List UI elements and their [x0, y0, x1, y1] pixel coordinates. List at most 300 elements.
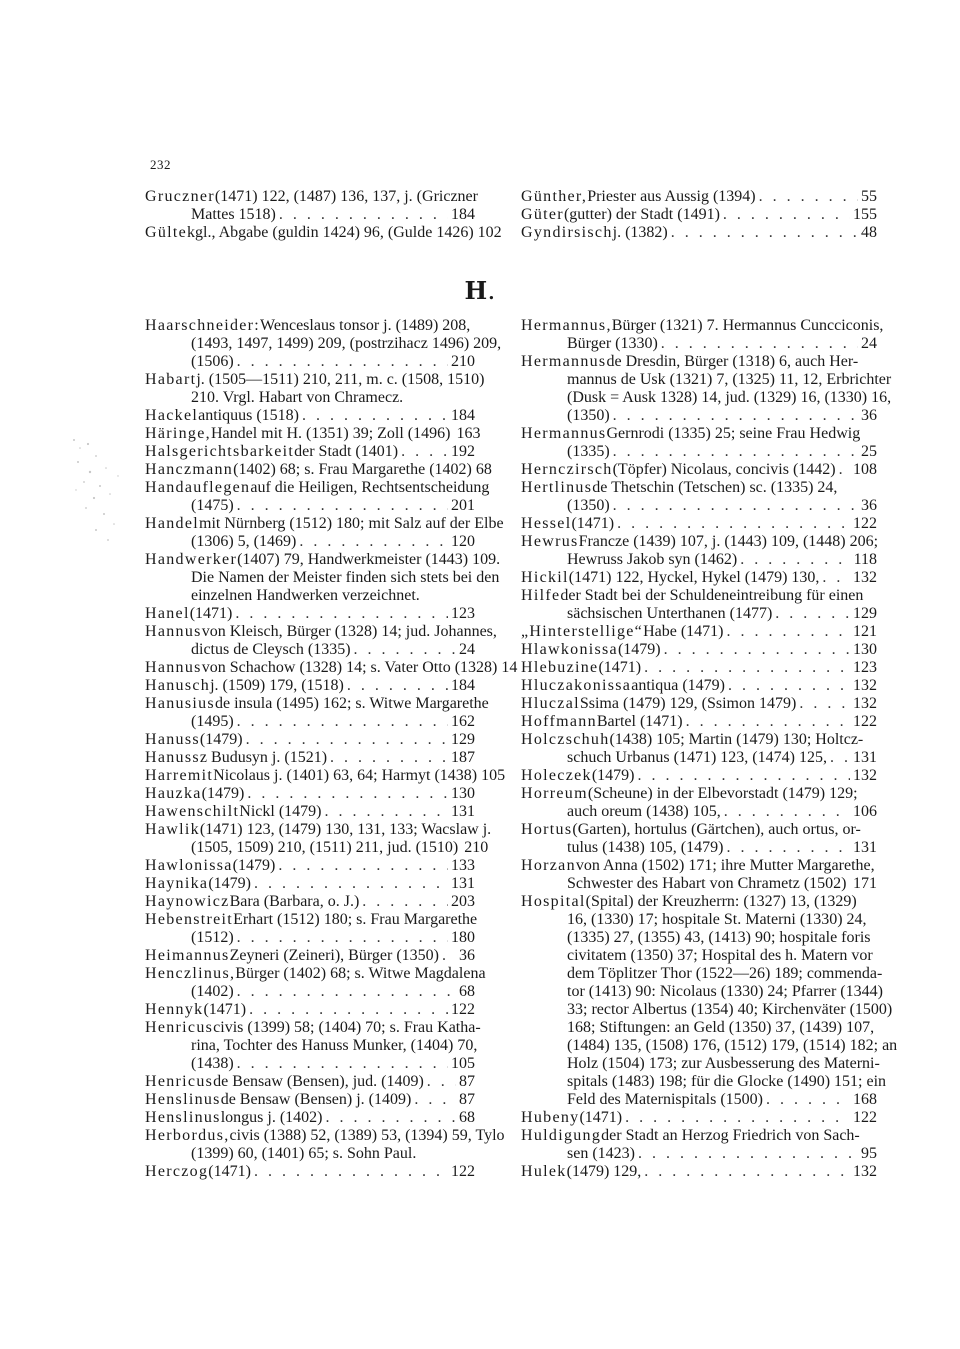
index-entry-continuation [567, 983, 883, 1001]
dot-leader [759, 188, 858, 206]
entry-term: Hluczakonissa [521, 677, 632, 694]
entry-term: Hanuss [145, 731, 200, 748]
index-entry-continuation [567, 335, 877, 353]
index-entry [521, 821, 877, 839]
entry-term: Hebenstreit [145, 911, 234, 928]
index-entry [145, 224, 502, 242]
page-reference: 87 [459, 1091, 475, 1108]
index-entry [145, 515, 504, 533]
entry-text: Wenceslaus tonsor j. (1489) 208, [260, 317, 471, 334]
page-reference: 132 [853, 569, 877, 586]
dot-leader [237, 1055, 448, 1073]
entry-term: Henricus [145, 1073, 214, 1090]
entry-text: (1479) 129, [566, 1163, 642, 1180]
index-entry [145, 731, 475, 749]
dot-leader [661, 335, 858, 353]
dot-leader [401, 443, 448, 461]
entry-text: Hewruss Jakob syn (1462) [567, 551, 738, 568]
page-reference: 105 [451, 1055, 475, 1072]
index-entry [521, 533, 877, 551]
entry-text: tulus (1438) 105, (1479) [567, 839, 724, 856]
entry-text: (1350) [567, 497, 610, 514]
page-reference: 108 [853, 461, 877, 478]
entry-term: Hermannus [521, 353, 607, 370]
entry-term: Haarschneider: [145, 317, 261, 334]
entry-text: (1512) [191, 929, 234, 946]
index-entry [145, 479, 490, 497]
dot-leader [775, 605, 850, 623]
entry-term: Güter [521, 206, 564, 223]
entry-text: (Spital) der Kreuzherrn: (1327) 13, (1329) [585, 893, 857, 910]
index-entry [521, 353, 877, 371]
entry-text: Erhart (1512) 180; s. Frau Margarethe [233, 911, 478, 928]
dot-leader [237, 713, 448, 731]
entry-text: schuch Urbanus (1471) 123, (1474) 125, [567, 749, 827, 766]
page-reference: 155 [853, 206, 877, 223]
index-entry [145, 443, 475, 461]
index-entry [145, 785, 475, 803]
dot-leader [726, 839, 850, 857]
entry-text: civis (1399) 58; (1404) 70; s. Frau Katha- [213, 1019, 481, 1036]
index-entry [521, 206, 877, 224]
index-entry [521, 893, 877, 911]
index-entry [145, 551, 501, 569]
index-entry-continuation [191, 587, 475, 605]
page-reference: 133 [451, 857, 475, 874]
dot-leader [638, 1145, 858, 1163]
index-entry [521, 1109, 877, 1127]
entry-term: Hulek [521, 1163, 567, 1180]
entry-term: Hilfe [521, 587, 561, 604]
dot-leader [724, 803, 850, 821]
page-reference: 48 [861, 224, 877, 241]
page-reference: 130 [451, 785, 475, 802]
index-entry [145, 1109, 475, 1127]
entry-text: Feld des Maternispitals (1500) [567, 1091, 763, 1108]
entry-term: Halsgerichtsbarkeit [145, 443, 295, 460]
index-entry [521, 623, 877, 641]
entry-text: Die Namen der Meister finden sich stets bei den [191, 569, 500, 586]
index-entry [145, 605, 475, 623]
page-reference: 131 [451, 803, 475, 820]
page-reference: 36 [861, 497, 877, 514]
page-reference: 163 [456, 425, 481, 442]
index-entry-continuation [567, 1091, 877, 1109]
index-entry-continuation [567, 749, 877, 767]
dot-leader [247, 785, 448, 803]
index-entry [145, 947, 475, 965]
entry-text: de Bensaw (Bensen) j. (1409) [220, 1091, 412, 1108]
entry-text: j. (1382) [612, 224, 668, 241]
dot-leader [279, 206, 448, 224]
entry-text: Schwester des Habart von Chrametz (1502) [567, 875, 847, 892]
page-reference: 131 [853, 749, 877, 766]
section-letter: H . [465, 276, 496, 305]
index-entry [521, 695, 877, 713]
dot-leader [723, 206, 850, 224]
entry-text: (1479) [591, 767, 635, 784]
index-entry [145, 1091, 475, 1109]
page-reference: 132 [853, 767, 877, 784]
entry-text: (1479) [199, 731, 243, 748]
entry-term: Hluczal [521, 695, 580, 712]
index-entry [145, 857, 475, 875]
entry-text: (1493, 1497, 1499) 209, (postrzihacz 1496) 209, [191, 335, 502, 352]
entry-term: Hortus [521, 821, 573, 838]
page-reference: 187 [451, 749, 475, 766]
entry-text: (1438) [191, 1055, 234, 1072]
entry-text: Bartel (1471) [596, 713, 683, 730]
entry-term: Hawenschilt [145, 803, 240, 820]
index-entry-continuation [191, 335, 502, 353]
dot-leader [822, 569, 850, 587]
dot-leader [442, 947, 456, 965]
dot-leader [237, 497, 448, 515]
index-entry [521, 713, 877, 731]
entry-term: Horreum [521, 785, 588, 802]
entry-text: 33; rector Albertus (1354) 40; Kirchenväter (1500) [567, 1001, 893, 1018]
entry-text: longus j. (1402) [220, 1109, 323, 1126]
entry-text: civitatem (1350) 37; Hospital des h. Matern vor [567, 947, 873, 964]
entry-text: Gernrodi (1335) 25; seine Frau Hedwig [606, 425, 861, 442]
entry-text: Mattes 1518) [191, 206, 276, 223]
index-entry [521, 224, 877, 242]
entry-term: Haynika [145, 875, 209, 892]
page-reference: 68 [459, 1109, 475, 1126]
entry-text: (1306) 5, (1469) [191, 533, 297, 550]
entry-text: j. (1509) 179, (1518) [210, 677, 344, 694]
entry-term: Gyndirsisch [521, 224, 613, 241]
index-entry [521, 587, 877, 605]
page-reference: 180 [451, 929, 475, 946]
page-reference: 68 [459, 983, 475, 1000]
entry-term: Hlebuzine [521, 659, 599, 676]
entry-term: Henczlinus, [145, 965, 236, 982]
entry-text: (Dusk = Ausk 1328) 14, jud. (1329) 16, (1330) 16, [567, 389, 892, 406]
entry-term: Hoffmann [521, 713, 597, 730]
page-reference: 129 [451, 731, 475, 748]
entry-term: Harremit [145, 767, 214, 784]
page-reference: 162 [451, 713, 475, 730]
index-entry [145, 1073, 475, 1091]
dot-leader [613, 407, 858, 425]
entry-text: (1505, 1509) 210, (1511) 211, jud. (1510) [191, 839, 459, 856]
dot-leader [613, 497, 858, 515]
entry-text: (1335) 27, (1355) 43, (1413) 90; hospitale foris [567, 929, 871, 946]
index-entry [145, 749, 475, 767]
dot-leader [299, 533, 448, 551]
entry-text: antiquus (1518) [198, 407, 299, 424]
entry-term: Hlawkonissa [521, 641, 618, 658]
page-reference: 171 [853, 875, 877, 892]
index-entry-continuation [567, 1019, 877, 1037]
page-reference: 201 [451, 497, 475, 514]
index-entry [145, 317, 475, 335]
dot-leader [617, 515, 850, 533]
entry-term: Huldigung [521, 1127, 602, 1144]
entry-term: Hernczirsch [521, 461, 613, 478]
dot-leader [347, 677, 448, 695]
dot-leader [354, 641, 456, 659]
index-entry [521, 479, 877, 497]
dot-leader [427, 1073, 456, 1091]
entry-text: (1471) [598, 659, 642, 676]
dot-leader [740, 551, 850, 569]
entry-term: Hanuss [145, 749, 200, 766]
entry-term: Heimannus [145, 947, 230, 964]
index-entry-continuation [191, 353, 475, 371]
entry-text: kgl., Abgabe (guldin 1424) 96, (Gulde 1426) 102 [187, 224, 502, 241]
index-entry-continuation [567, 551, 877, 569]
entry-text: mannus de Usk (1321) 7, (1325) 11, 12, Erbrichter [567, 371, 892, 388]
entry-term: Gruczner [145, 188, 215, 205]
page-reference: 106 [853, 803, 877, 820]
page-reference: 120 [451, 533, 475, 550]
index-entry [145, 965, 486, 983]
page-reference: 122 [451, 1163, 475, 1180]
entry-text: (1479) [232, 857, 276, 874]
index-entry-continuation [191, 533, 475, 551]
index-entry-continuation [191, 983, 475, 1001]
entry-text: (1399) 60, (1401) 65; s. Sohn Paul. [191, 1145, 417, 1162]
entry-text: (1407) 79, Handwerkmeister (1443) 109. [237, 551, 501, 568]
page-reference: 87 [459, 1073, 475, 1090]
entry-text: j. (1505—1511) 210, 211, m. c. (1508, 1510) [196, 371, 485, 388]
index-entry-continuation [191, 497, 475, 515]
dot-leader [766, 1091, 850, 1109]
index-entry-continuation [191, 641, 475, 659]
index-entry [521, 857, 877, 875]
dot-leader [302, 407, 448, 425]
dot-leader [237, 353, 448, 371]
dot-leader [686, 713, 850, 731]
entry-term: Holeczek [521, 767, 592, 784]
entry-text: Bara (Barbara, o. J.) [229, 893, 360, 910]
index-entry-continuation [567, 443, 877, 461]
dot-leader [830, 749, 850, 767]
entry-text: (1471) [203, 1001, 247, 1018]
index-entry [145, 695, 489, 713]
dot-leader [625, 1109, 850, 1127]
entry-text: (1506) [191, 353, 234, 370]
entry-text: Bürger (1402) 68; s. Witwe Magdalena [235, 965, 486, 982]
entry-text: der Stadt (1401) [294, 443, 399, 460]
entry-text: (1475) [191, 497, 234, 514]
index-entry [145, 1001, 475, 1019]
entry-term: Handel [145, 515, 200, 532]
entry-text: (1350) [567, 407, 610, 424]
index-entry-continuation [567, 1055, 880, 1073]
index-entry [521, 425, 877, 443]
entry-text: Francze (1439) 107, j. (1443) 109, (1448) 206; [578, 533, 879, 550]
entry-text: Handel mit H. (1351) 39; Zoll (1496) [210, 425, 451, 442]
index-entry [145, 623, 497, 641]
entry-term: Hanczmann [145, 461, 234, 478]
dot-leader [644, 659, 850, 677]
entry-text: civis (1388) 52, (1389) 53, (1394) 59, Tylo [229, 1127, 505, 1144]
entry-term: Hannus [145, 659, 202, 676]
entry-term: Hermannus, [521, 317, 612, 334]
dot-leader [278, 857, 448, 875]
index-entry-continuation [191, 839, 489, 857]
index-entry [521, 677, 877, 695]
entry-term: Gülte [145, 224, 188, 241]
page-reference: 55 [861, 188, 877, 205]
page-reference: 36 [861, 407, 877, 424]
entry-term: Henricus [145, 1019, 214, 1036]
page-reference: 95 [861, 1145, 877, 1162]
entry-term: Günther, [521, 188, 588, 205]
entry-text: Habe (1471) [643, 623, 724, 640]
dot-leader [324, 803, 448, 821]
entry-text: sen (1423) [567, 1145, 635, 1162]
entry-term: Hackel [145, 407, 199, 424]
index-entry [521, 785, 877, 803]
scan-speckle [66, 432, 124, 547]
entry-term: Häringe, [145, 425, 211, 442]
index-entry [521, 515, 877, 533]
index-entry [145, 875, 475, 893]
index-entry [145, 425, 481, 443]
entry-text: 210. Vrgl. Habart von Chramecz. [191, 389, 404, 406]
index-entry-continuation [567, 1073, 887, 1091]
index-entry-continuation [567, 965, 883, 983]
entry-text: (1479) [208, 875, 251, 892]
entry-text: spitals (1483) 198; für die Glocke (1490) 151; ein [567, 1073, 887, 1090]
entry-term: Hannus [145, 623, 202, 640]
index-entry [521, 569, 877, 587]
index-entry-continuation [567, 605, 877, 623]
entry-text: de Bensaw (Bensen), jud. (1409) [213, 1073, 424, 1090]
index-entry-continuation [191, 1055, 475, 1073]
index-entry-continuation [191, 1145, 475, 1163]
index-entry-continuation [191, 206, 475, 224]
entry-term: Haynowicz [145, 893, 230, 910]
dot-leader [664, 641, 850, 659]
entry-text: (1495) [191, 713, 234, 730]
index-entry [521, 188, 877, 206]
entry-text: (gutter) der Stadt (1491) [563, 206, 720, 223]
page-reference: 210 [464, 839, 489, 856]
page-reference: 132 [853, 695, 877, 712]
index-entry-continuation [567, 407, 877, 425]
entry-text: (1479) [617, 641, 661, 658]
entry-text: (1402) 68; s. Frau Margarethe (1402) 68 [233, 461, 492, 478]
index-entry [521, 461, 877, 479]
entry-text: 16, (1330) 17; hospitale St. Materni (1330) 24, [567, 911, 867, 928]
index-entry [521, 731, 877, 749]
page-reference: 24 [861, 335, 877, 352]
dot-leader [249, 1001, 448, 1019]
entry-text: Bürger (1330) [567, 335, 658, 352]
entry-text: (1471) [208, 1163, 251, 1180]
entry-text: dem Töplitzer Thor (1522—26) 189; commenda- [567, 965, 883, 982]
index-entry-continuation [567, 371, 892, 389]
entry-term: Hertlinus [521, 479, 593, 496]
entry-text: (1471) 123, (1479) 130, 131, 133; Wacslaw j. [199, 821, 492, 838]
page-reference: 122 [451, 1001, 475, 1018]
entry-term: Hennyk [145, 1001, 204, 1018]
entry-text: (1471) [189, 605, 233, 622]
entry-text: (1438) 105; Martin (1479) 130; Holtcz- [609, 731, 864, 748]
dot-leader [237, 929, 448, 947]
entry-text: Nicolaus j. (1401) 63, 64; Harmyt (1438) 105 [213, 767, 506, 784]
index-entry [145, 911, 478, 929]
page-reference: 121 [853, 623, 877, 640]
entry-text: de insula (1495) 162; s. Witwe Margarethe [214, 695, 489, 712]
entry-term: Hermannus [521, 425, 607, 442]
index-entry [145, 1019, 481, 1037]
index-entry-continuation [191, 569, 500, 587]
page-reference: 203 [451, 893, 475, 910]
entry-text: Zeyneri (Zeineri), Bürger (1350) [229, 947, 439, 964]
page-reference: 122 [853, 1109, 877, 1126]
entry-text: Priester aus Aussig (1394) [587, 188, 756, 205]
entry-term: Hanel [145, 605, 190, 622]
entry-text: de Thetschin (Tetschen) sc. (1335) 24, [592, 479, 838, 496]
entry-text: antiqua (1479) [631, 677, 725, 694]
entry-term: Henslinus [145, 1109, 221, 1126]
entry-term: Hospital [521, 893, 586, 910]
index-entry [145, 188, 478, 206]
index-entry-continuation [567, 875, 877, 893]
index-entry [145, 659, 518, 677]
index-entry [521, 767, 877, 785]
entry-term: Hubeny [521, 1109, 580, 1126]
page-reference: 131 [853, 839, 877, 856]
page-number: 232 [150, 157, 171, 172]
entry-term: Hewrus [521, 533, 579, 550]
index-entry [145, 803, 475, 821]
dot-leader [325, 1109, 456, 1127]
dot-leader [671, 224, 858, 242]
entry-term: Hickil [521, 569, 569, 586]
index-entry [521, 1127, 877, 1145]
index-entry [145, 767, 506, 785]
entry-text: (1479) [201, 785, 245, 802]
entry-term: Herbordus, [145, 1127, 230, 1144]
index-entry-continuation [191, 713, 475, 731]
entry-term: Habart [145, 371, 197, 388]
entry-text: einzelnen Handwerken verzeichnet. [191, 587, 420, 604]
dot-leader [254, 875, 448, 893]
entry-term: „Hinterstellige“ [521, 623, 644, 640]
index-entry [521, 659, 877, 677]
index-entry-continuation [567, 1145, 877, 1163]
index-entry-continuation [567, 803, 877, 821]
entry-term: Hanusch [145, 677, 211, 694]
dot-leader [839, 461, 850, 479]
index-entry [145, 461, 492, 479]
page-reference: 132 [853, 1163, 877, 1180]
entry-text: (Garten), hortulus (Gärtchen), auch ortus, or- [572, 821, 861, 838]
entry-text: (1484) 135, (1508) 176, (1512) 179, (1514) 182; an [567, 1037, 898, 1054]
dot-leader [330, 749, 448, 767]
entry-term: Henslinus [145, 1091, 221, 1108]
index-entry [145, 821, 492, 839]
entry-term: Herczog [145, 1163, 209, 1180]
page-reference: 123 [451, 605, 475, 622]
index-entry [145, 1163, 475, 1181]
index-entry-continuation [567, 1037, 898, 1055]
page-reference: 36 [459, 947, 475, 964]
entry-text: Ssima (1479) 129, (Ssimon 1479) [579, 695, 797, 712]
entry-text: auch oreum (1438) 105, [567, 803, 721, 820]
page-reference: 130 [853, 641, 877, 658]
entry-text: von Anna (1502) 171; ihre Mutter Margarethe, [575, 857, 875, 874]
entry-term: Hanusius [145, 695, 215, 712]
index-entry [145, 371, 485, 389]
